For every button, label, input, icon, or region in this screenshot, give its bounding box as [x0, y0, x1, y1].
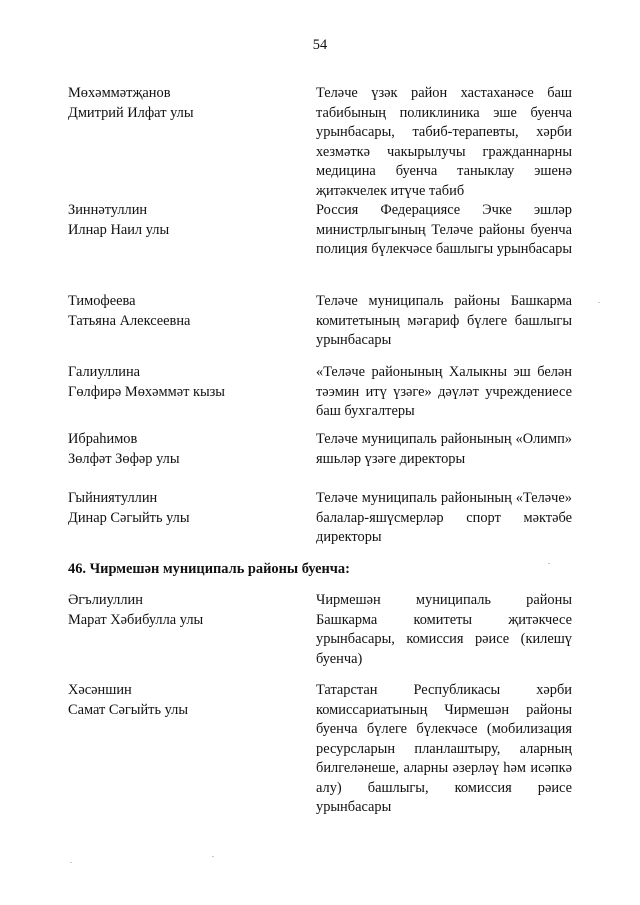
member-given-names: Динар Сәгыйть улы [68, 509, 190, 526]
member-position: Россия Федерациясе Эчке эшләр министрлыгының Теләче районы буенча полиция бүлекчәсе башлыгы урынбасары [316, 202, 572, 257]
member-surname: Мөхәммәтҗанов [68, 85, 171, 101]
member-name [68, 292, 288, 331]
member-given-names: Гөлфирә Мөхәммәт кызы [68, 383, 225, 400]
scan-speck [548, 563, 550, 564]
member-given-names: Зөлфәт Зөфәр улы [68, 450, 180, 467]
member-position: Чирмешән муниципаль районы Башкарма комитеты җитәкчесе урынбасары, комиссия рәисе (килешү буенча) [316, 592, 572, 667]
page-number: 54 [312, 37, 328, 53]
member-position: «Теләче районының Халыкны эш белән тәэмин итү үзәге» дәүләт учреждениесе баш бухгалтеры [316, 364, 572, 419]
member-name [68, 591, 288, 630]
member-name [68, 363, 288, 402]
member-name [68, 84, 288, 123]
member-given-names: Дмитрий Илфат улы [68, 104, 194, 121]
member-name [68, 201, 288, 240]
member-given-names: Татьяна Алексеевна [68, 312, 191, 329]
member-name [68, 430, 288, 469]
section-heading: 46. Чирмешән муниципаль районы буенча: [68, 561, 350, 577]
member-surname: Гыйниятуллин [68, 490, 158, 506]
member-given-names: Илнар Наил улы [68, 221, 170, 238]
member-given-names: Самат Сәгыйть улы [68, 701, 189, 718]
member-surname: Тимофеева [68, 293, 136, 309]
member-surname: Галиуллина [68, 364, 141, 380]
member-surname: Хәсәншин [68, 682, 132, 698]
scan-speck [70, 862, 72, 863]
scan-speck [598, 302, 600, 303]
member-position: Теләче үзәк район хастаханәсе баш табибының поликлиника эше буенча урынбасары, табиб-терапевты, хәрби хезмәткә чакырылучы гражданнарны медицина буенча таныклау эшенә җитәкчелек итүче табиб [316, 85, 572, 199]
member-surname: Әгълиуллин [68, 592, 143, 608]
member-name [68, 681, 288, 720]
member-surname: Ибраһимов [68, 431, 138, 447]
member-position: Теләче муниципаль районының «Олимп» яшьләр үзәге директоры [316, 431, 572, 467]
member-position: Татарстан Республикасы хәрби комиссариатының Чирмешән районы буенча бүлеге бүлекчәсе (мобилизация ресурсларын планлаштыру, аларның билгеләнеше, аларны әзерләү һәм исәпкә алу) башлыгы, комиссия рәисе урынбасары [316, 682, 572, 815]
member-position: Теләче муниципаль районының «Теләче» балалар-яшүсмерләр спорт мәктәбе директоры [316, 490, 572, 545]
member-surname: Зиннәтуллин [68, 202, 148, 218]
member-position: Теләче муниципаль районы Башкарма комитетының мәгариф бүлеге башлыгы урынбасары [316, 293, 572, 348]
member-name [68, 489, 288, 528]
member-given-names: Марат Хәбибулла улы [68, 611, 204, 628]
scan-speck [212, 856, 214, 857]
